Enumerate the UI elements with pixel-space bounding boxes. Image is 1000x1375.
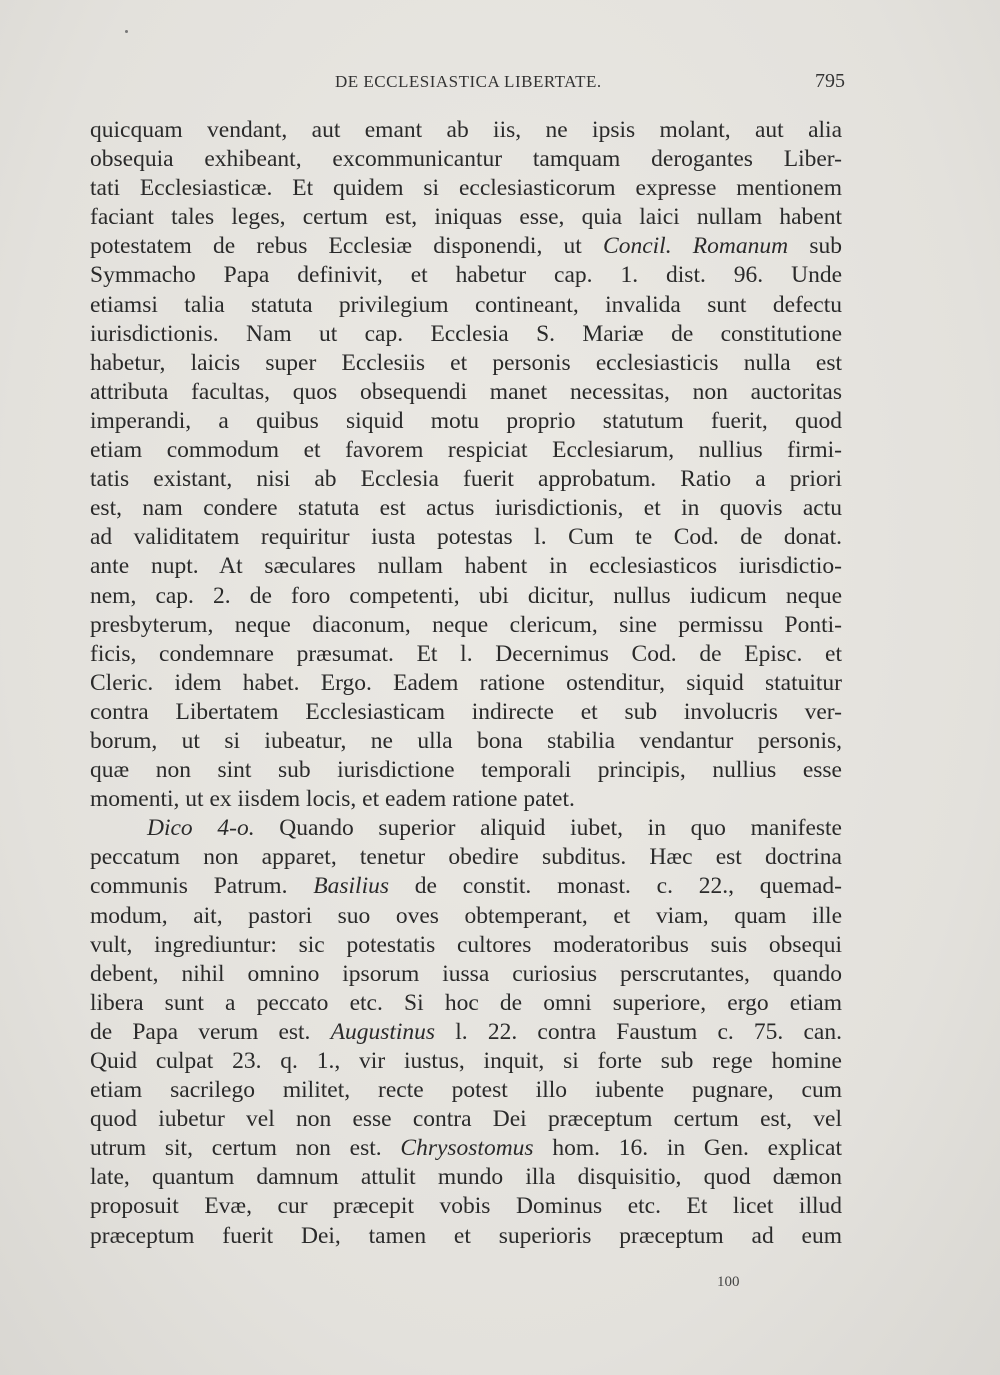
text-run: nem, cap. 2. de foro competenti, ubi dicitur, nullus iudicum neque [90,582,842,609]
text-run: late, quantum damnum attulit mundo illa disquisitio, quod dæmon [90,1164,842,1191]
text-run: etiamsi talia statuta privilegium contineant, invalida sunt defectu [90,291,842,318]
text-line [90,931,842,960]
text-line [90,1018,842,1047]
text-run: obsequia exhibeant, excommunicantur tamquam derogantes Liber- [90,146,842,173]
text-run: potestatem de rebus Ecclesiæ disponendi, ut [90,233,604,260]
text-run: presbyterum, neque diaconum, neque clericum, sine permissu Ponti- [90,611,842,638]
text-line [90,640,842,669]
text-run: proposuit Evæ, cur præcepit vobis Dominus etc. Et licet illud [90,1193,842,1220]
italic-citation: Basilius [313,873,389,900]
text-run: modum, ait, pastori suo oves obtemperant, et viam, quam ille [90,902,842,929]
text-run: Quid culpat 23. q. 1., vir iustus, inquit, si forte sub rege homine [90,1048,842,1074]
text-line [90,1105,842,1134]
text-run: utrum sit, certum non est. [90,1135,401,1162]
text-run: contra Libertatem Ecclesiasticam indirecte et sub involucris ver- [90,698,842,725]
text-line [90,1192,842,1221]
text-line [90,582,842,611]
text-line [90,785,842,814]
text-line [90,116,842,145]
text-line [90,843,842,872]
text-line [90,902,842,931]
text-line [90,756,842,785]
page-number: 795 [815,70,845,92]
text-run: borum, ut si iubeatur, ne ulla bona stabilia vendantur personis, [90,727,842,754]
italic-citation: Augustinus [330,1018,436,1045]
text-line [90,523,842,552]
text-run: Cleric. idem habet. Ergo. Eadem ratione ostenditur, siquid statuitur [90,669,842,696]
italic-citation: Chrysostomus [400,1135,534,1162]
text-run: tati Ecclesiasticæ. Et quidem si ecclesiasticorum expresse mentionem [90,175,842,202]
text-run: quod iubetur vel non esse contra Dei præceptum certum est, vel [90,1106,842,1133]
running-header [90,72,845,102]
text-line [90,436,842,465]
text-run: communis Patrum. [90,873,314,900]
text-run: de constit. monast. c. 22., quemad- [389,873,842,900]
text-line [90,349,842,378]
paper-speck [125,30,128,33]
text-run: hom. 16. in Gen. explicat [533,1135,842,1162]
text-run: Quando superior aliquid iubet, in quo manifeste [254,815,842,842]
text-line [90,378,842,407]
text-line [90,1134,842,1163]
text-run: habetur, laicis super Ecclesiis et personis ecclesiasticis nulla est [90,349,842,376]
text-run: Symmacho Papa definivit, et habetur cap. 1. dist. 96. Unde [90,262,842,289]
text-run: iurisdictionis. Nam ut cap. Ecclesia S. Mariæ de constitutione [90,320,842,347]
text-line [90,494,842,523]
text-run: ante nupt. At sæculares nullam habent in ecclesiasticos iurisdictio- [90,553,842,580]
text-run: est, nam condere statuta est actus iurisdictionis, et in quovis actu [90,495,842,522]
text-run: peccatum non apparet, tenetur obedire subditus. Hæc est doctrina [90,844,842,871]
text-line [90,960,842,989]
text-line [90,261,842,290]
text-run: ficis, condemnare præsumat. Et l. Decernimus Cod. de Episc. et [90,640,842,667]
text-run: imperandi, a quibus siquid motu proprio statutum fuerit, quod [90,407,842,434]
text-line [90,1047,842,1076]
text-line [90,407,842,436]
italic-citation: Concil. Romanum [603,233,789,260]
text-line [90,320,842,349]
body-text [90,116,842,1251]
text-line [90,145,842,174]
text-run: vult, ingrediuntur: sic potestatis cultores moderatoribus suis obsequi [90,931,842,958]
text-line [90,814,842,843]
text-line [90,872,842,901]
text-line [90,611,842,640]
text-line [90,1163,842,1192]
text-line [90,465,842,494]
text-line [90,232,842,261]
text-line [90,727,842,756]
signature-mark: 100 [717,1274,740,1290]
text-run: sub [788,233,842,260]
text-line [90,989,842,1018]
running-title: DE ECCLESIASTICA LIBERTATE. [335,72,602,91]
text-line [90,174,842,203]
text-run: etiam commodum et favorem respiciat Ecclesiarum, nullius firmi- [90,437,842,464]
text-line [90,291,842,320]
text-line [90,1076,842,1105]
text-line [90,698,842,727]
text-run: faciant tales leges, certum est, iniquas esse, quia laici nullam habent [90,204,842,231]
text-run: de Papa verum est. [90,1018,331,1045]
text-run: quicquam vendant, aut emant ab iis, ne ipsis molant, aut alia [90,117,842,143]
text-line [90,203,842,232]
text-line [90,669,842,698]
text-run: quæ non sint sub iurisdictione temporali principis, nullius esse [90,757,842,784]
text-run: l. 22. contra Faustum c. 75. can. [435,1018,842,1045]
text-run: tatis existant, nisi ab Ecclesia fuerit approbatum. Ratio a priori [90,466,842,493]
text-line [90,1222,842,1251]
text-run: attributa facultas, quos obsequendi manet necessitas, non auctoritas [90,378,842,405]
text-run: præceptum fuerit Dei, tamen et superioris præceptum ad eum [90,1222,842,1249]
text-run: momenti, ut ex iisdem locis, et eadem ratione patet. [90,786,575,813]
text-line [90,552,842,581]
text-run: etiam sacrilego militet, recte potest illo iubente pugnare, cum [90,1077,842,1104]
text-run: libera sunt a peccato etc. Si hoc de omni superiore, ergo etiam [90,989,842,1016]
text-run: ad validitatem requiritur iusta potestas l. Cum te Cod. de donat. [90,524,842,551]
text-run: debent, nihil omnino ipsorum iussa curiosius perscrutantes, quando [90,960,842,987]
italic-citation: Dico 4-o. [147,815,255,842]
